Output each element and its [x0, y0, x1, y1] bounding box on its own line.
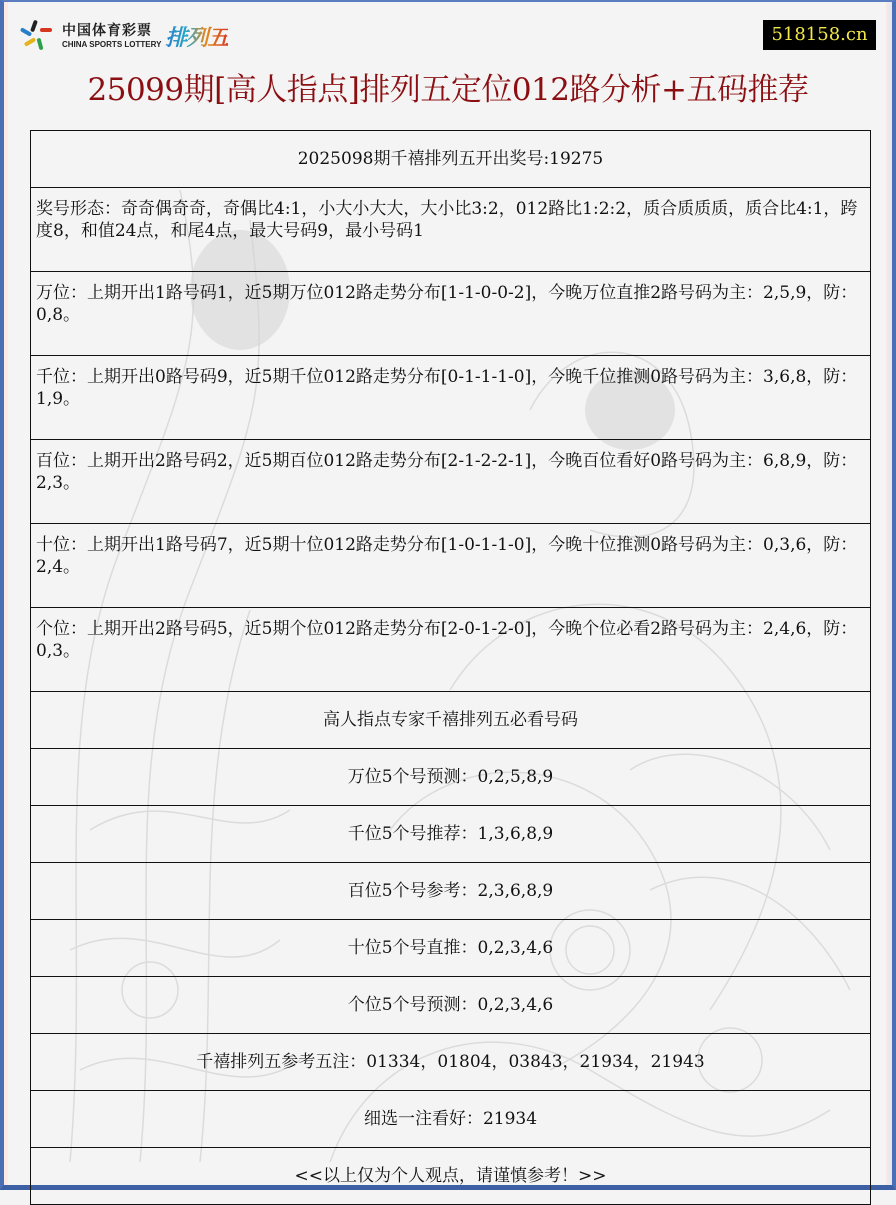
- table-row-five-code-wan: [31, 749, 871, 806]
- table-row-draw-result: [31, 131, 871, 188]
- expert-heading-cell: 高人指点专家千禧排列五必看号码: [31, 692, 871, 749]
- frame-inner-edge-left: [4, 2, 8, 1185]
- reference-bets-cell: 千禧排列五参考五注：01334，01804，03843，21934，21943: [31, 1034, 871, 1091]
- draw-result-cell: 2025098期千禧排列五开出奖号:19275: [31, 131, 871, 188]
- position-analysis-cell: 十位：上期开出1路号码7，近5期十位012路走势分布[1-0-1-1-0]，今晚十位推测0路号码为主：0,3,6，防：2,4。: [31, 524, 871, 608]
- page-title: 25099期[高人指点]排列五定位012路分析+五码推荐: [87, 72, 809, 108]
- disclaimer-cell: <<以上仅为个人观点，请谨慎参考！>>: [31, 1148, 871, 1205]
- table-row-position-shi: [31, 524, 871, 608]
- analysis-table: [30, 130, 871, 1205]
- draw-pattern-cell: 奖号形态：奇奇偶奇奇，奇偶比4:1，小大小大大，大小比3:2，012路比1:2:2，质合质质质，质合比4:1，跨度8，和值24点，和尾4点，最大号码9，最小号码1: [31, 188, 871, 272]
- logo-game-name: 排列五: [165, 21, 228, 52]
- position-analysis-cell: 百位：上期开出2路号码2，近5期百位012路走势分布[2-1-2-2-1]，今晚百位看好0路号码为主：6,8,9，防：2,3。: [31, 440, 871, 524]
- table-row-expert-heading: [31, 692, 871, 749]
- logo-chinese-name: 中国体育彩票: [62, 22, 152, 39]
- table-row-five-code-qian: [31, 806, 871, 863]
- five-code-cell: 个位5个号预测：0,2,3,4,6: [31, 977, 871, 1034]
- table-row-position-wan: [31, 272, 871, 356]
- table-row-five-code-bai: [31, 863, 871, 920]
- table-row-position-qian: [31, 356, 871, 440]
- position-analysis-cell: 个位：上期开出2路号码5，近5期个位012路走势分布[2-0-1-2-0]，今晚个位必看2路号码为主：2,4,6，防：0,3。: [31, 608, 871, 692]
- five-code-cell: 万位5个号预测：0,2,5,8,9: [31, 749, 871, 806]
- best-pick-cell: 细选一注看好：21934: [31, 1091, 871, 1148]
- five-code-cell: 千位5个号推荐：1,3,6,8,9: [31, 806, 871, 863]
- table-row-disclaimer: [31, 1148, 871, 1205]
- table-row-reference-bets: [31, 1034, 871, 1091]
- table-row-five-code-ge: [31, 977, 871, 1034]
- table-row-position-bai: [31, 440, 871, 524]
- table-row-best-pick: [31, 1091, 871, 1148]
- logo-english-name: CHINA SPORTS LOTTERY: [62, 39, 162, 49]
- table-row-five-code-shi: [31, 920, 871, 977]
- site-badge: 518158.cn: [763, 20, 876, 50]
- lottery-star-icon: [18, 16, 58, 56]
- five-code-cell: 百位5个号参考：2,3,6,8,9: [31, 863, 871, 920]
- five-code-cell: 十位5个号直推：0,2,3,4,6: [31, 920, 871, 977]
- position-analysis-cell: 千位：上期开出0路号码9，近5期千位012路走势分布[0-1-1-1-0]，今晚千位推测0路号码为主：3,6,8，防：1,9。: [31, 356, 871, 440]
- position-analysis-cell: 万位：上期开出1路号码1，近5期万位012路走势分布[1-1-0-0-2]，今晚万位直推2路号码为主：2,5,9，防：0,8。: [31, 272, 871, 356]
- table-row-draw-pattern: [31, 188, 871, 272]
- china-sports-lottery-logo: [18, 16, 228, 56]
- table-row-position-ge: [31, 608, 871, 692]
- frame-inner-edge-right: [886, 2, 892, 1185]
